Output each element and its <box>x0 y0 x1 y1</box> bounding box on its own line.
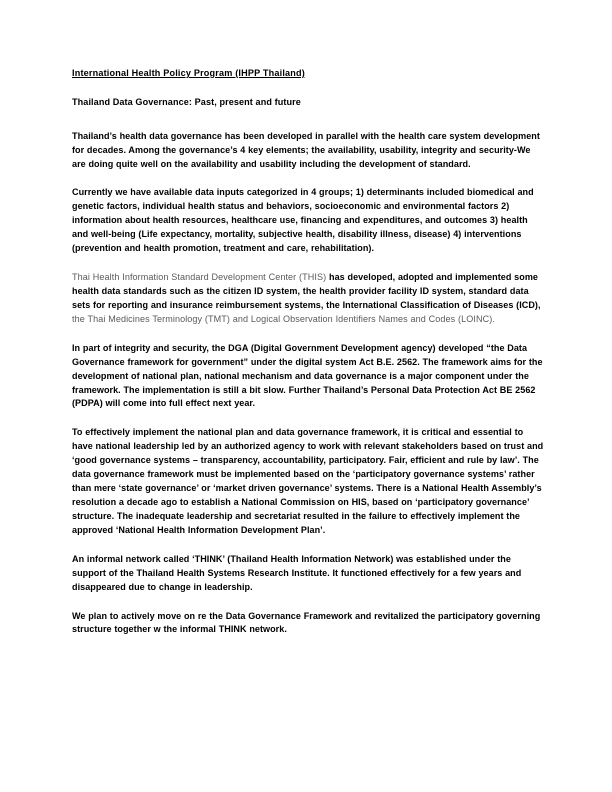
tmt-loinc-run: the Thai Medicines Terminology (TMT) and Logical Observation Identifiers Names and Codes (LOINC). <box>72 313 495 324</box>
document-subtitle: Thailand Data Governance: Past, present and future <box>72 97 301 108</box>
this-standards-run: has developed, adopted and implemented some health data standards such as the citizen ID system, the health provider facility ID system, standard data sets for reporting and insurance reimbursement systems, the International Classification of Diseases (ICD), <box>72 272 541 310</box>
paragraph-health-data-governance-overview: Thailand’s health data governance has been developed in parallel with the health care system development for decades. Among the governance’s 4 key elements; the availability, usability, integrity and security-We are doing quite well on the availability and usability including the development of standard. <box>72 130 540 169</box>
paragraph-national-leadership: To effectively implement the national plan and data governance framework, it is critical and essential to have national leadership led by an authorized agency to work with relevant stakeholders based on trust and ‘good governance systems – transparency, accountability, participatory. Fair, efficient and rule by law’. The data governance framework must be implemented based on the ‘participatory governance systems’ rather than mere ‘state governance’ or ‘market driven governance’ systems. There is a National Health Assembly’s resolution a decade ago to establish a National Commission on HIS, based on ‘participatory governance’ structure. The inadequate leadership and secretariat resulted in the failure to effectively implement the approved ‘National Health Information Development Plan’. <box>72 427 544 535</box>
paragraph-future-plan: We plan to actively move on re the Data Governance Framework and revitalized the participatory governing structure together w the informal THINK network. <box>72 610 541 635</box>
this-center-name-run: Thai Health Information Standard Development Center (THIS) <box>72 272 330 283</box>
paragraph-dga-framework: In part of integrity and security, the DGA (Digital Government Development agency) developed “the Data Governance framework for government” under the digital system Act B.E. 2562. The framework aims for the development of national plan, national mechanism and data governance is a major component under the framework. The implementation is still a bit slow. Further Thailand’s Personal Data Protection Act BE 2562 (PDPA) will come into full effect next year. <box>72 342 543 409</box>
paragraph-think-network: An informal network called ‘THINK’ (Thailand Health Information Network) was established under the support of the Thailand Health Systems Research Institute. It functioned effectively for a few years and disappeared due to change in leadership. <box>72 553 522 592</box>
paragraph-this-standards <box>72 271 546 327</box>
paragraph-data-input-groups: Currently we have available data inputs categorized in 4 groups; 1) determinants included biomedical and genetic factors, individual health status and behaviors, socioeconomic and environmental factors 2) information about health resources, healthcare use, financing and expenditures, and outcomes 3) health and well-being (Life expectancy, mortality, subjective health, disability illness, disease) 4) interventions (prevention and health promotion, treatment and care, rehabilitation). <box>72 187 534 254</box>
document-title: International Health Policy Program (IHPP Thailand) <box>72 68 305 78</box>
